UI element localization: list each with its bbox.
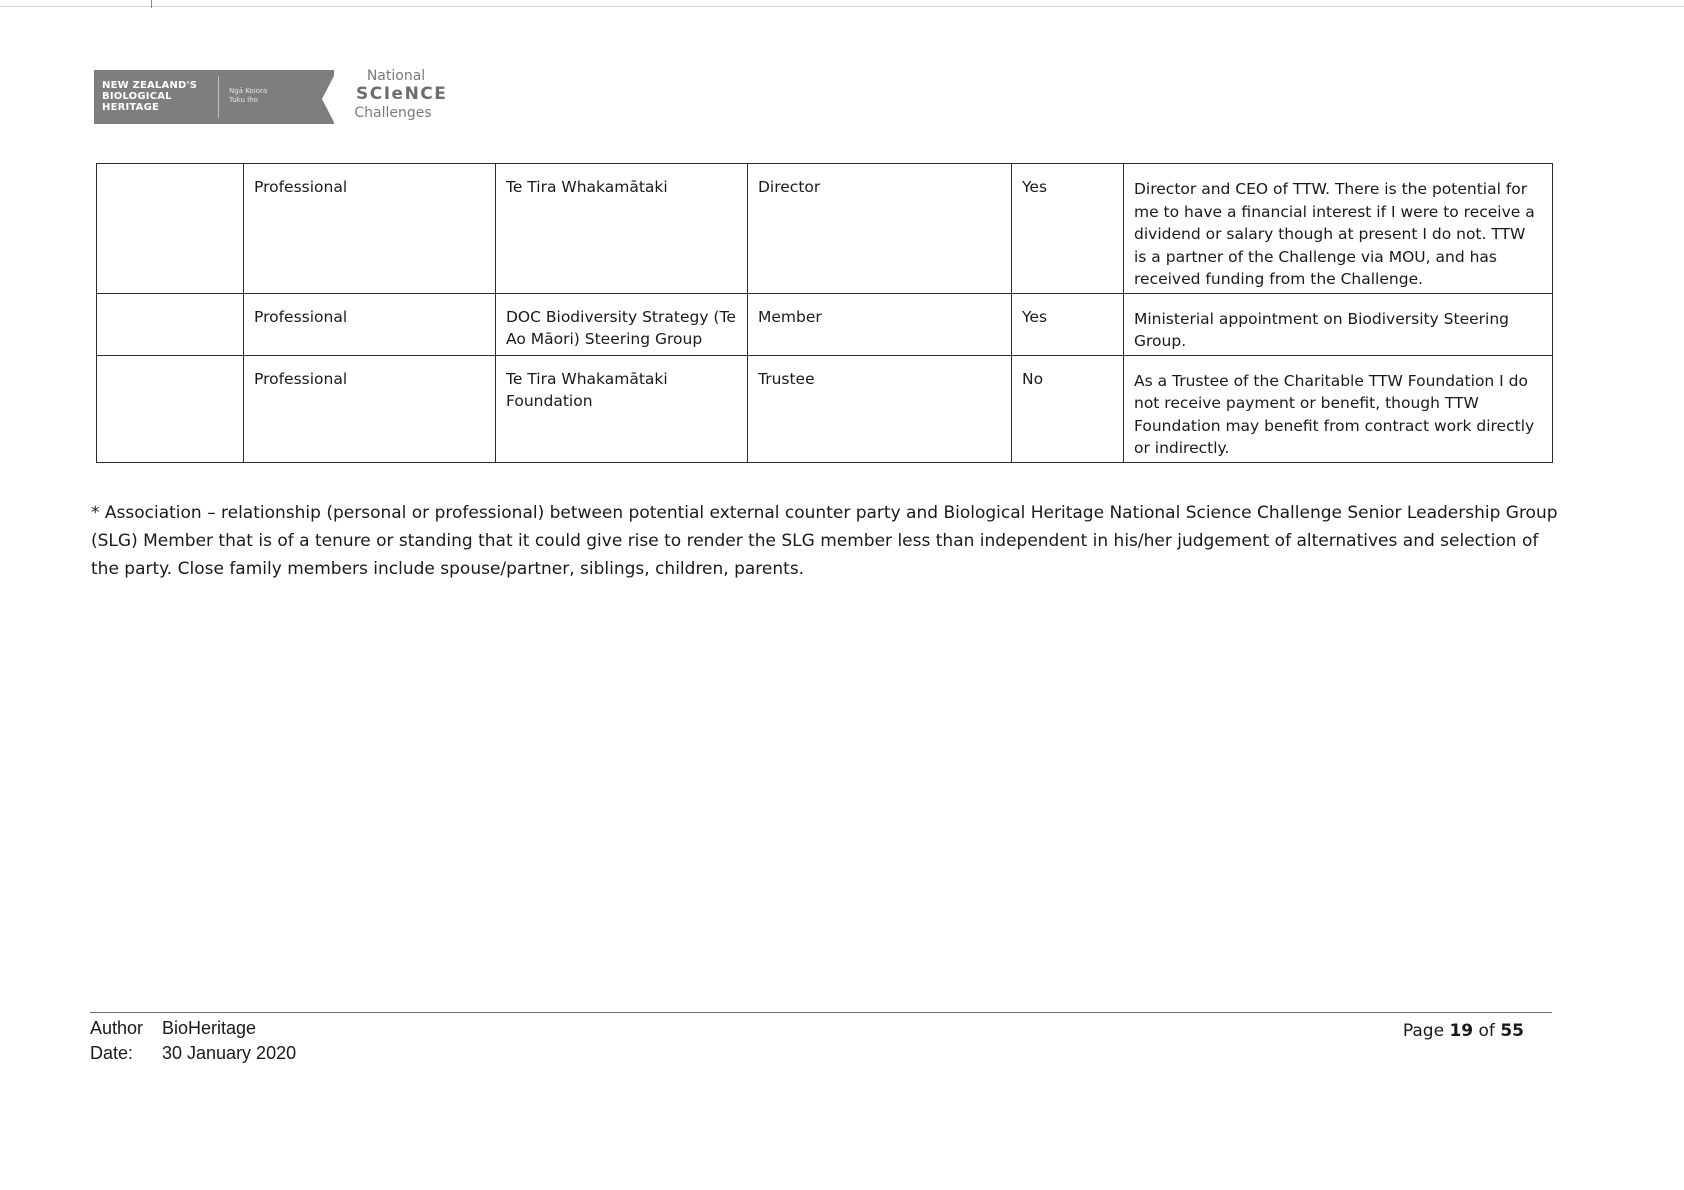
- cell-type: Professional: [244, 164, 496, 294]
- footer-date-value: 30 January 2020: [162, 1043, 297, 1063]
- top-scan-tick: [151, 0, 152, 8]
- nzbh-logo-line-2: BIOLOGICAL: [102, 91, 172, 102]
- footer-author-label: Author: [90, 1018, 144, 1038]
- nzbh-logo-text: [102, 80, 197, 113]
- logo-arrow-icon: [322, 72, 336, 126]
- nz-biological-heritage-logo: [94, 70, 334, 124]
- table-row: [97, 293, 1553, 355]
- cell-name: [97, 355, 244, 462]
- cell-organisation: Te Tira Whakamātaki: [496, 164, 748, 294]
- national-science-challenges-logo: [336, 68, 448, 128]
- footer-date-row: [90, 1041, 296, 1066]
- association-footnote: * Association – relationship (personal or professional) between potential external counter party and Biological Heritage National Science Challenge Senior Leadership Group (SLG) Member that is of a tenure or standing that it could give rise to render the SLG member less than independent in his/her judgement of alternatives and selection of the party. Close family members include spouse/partner, siblings, children, parents.: [91, 503, 1558, 579]
- page-number: [1403, 1021, 1524, 1041]
- page-current: 19: [1449, 1021, 1474, 1041]
- cell-type: Professional: [244, 293, 496, 355]
- logo-divider: [218, 76, 219, 118]
- interests-table: [96, 163, 1553, 463]
- cell-notes: Ministerial appointment on Biodiversity Steering Group.: [1124, 293, 1553, 355]
- nzbh-maori-line-2: Tuku Iho: [229, 96, 258, 104]
- cell-name: [97, 164, 244, 294]
- cell-role: Trustee: [748, 355, 1012, 462]
- cell-notes: Director and CEO of TTW. There is the potential for me to have a financial interest if I were to receive a dividend or salary though at present I do not. TTW is a partner of the Challenge via MOU, and has received funding from the Challenge.: [1124, 164, 1553, 294]
- footer-author-row: [90, 1016, 296, 1041]
- nzbh-maori-line-1: Ngā Koiora: [229, 87, 268, 95]
- page-of: of: [1478, 1021, 1495, 1041]
- cell-notes: As a Trustee of the Charitable TTW Foundation I do not receive payment or benefit, though TTW Foundation may benefit from contract work directly or indirectly.: [1124, 355, 1553, 462]
- top-scan-rule: [0, 6, 1684, 7]
- cell-role: Member: [748, 293, 1012, 355]
- nzbh-logo-line-1: NEW ZEALAND'S: [102, 80, 198, 91]
- cell-financial: Yes: [1012, 293, 1124, 355]
- table-row: [97, 164, 1553, 294]
- nzbh-logo-maori-text: [229, 87, 267, 105]
- footer-author-value: BioHeritage: [162, 1018, 257, 1038]
- nzbh-logo-line-3: HERITAGE: [102, 102, 160, 113]
- footer-rule: [90, 1012, 1552, 1013]
- footer-meta: [90, 1016, 296, 1066]
- nsc-logo-science: SCIeNCE: [356, 84, 448, 104]
- nsc-logo-challenges: Challenges: [354, 105, 432, 121]
- cell-organisation: Te Tira Whakamātaki Foundation: [496, 355, 748, 462]
- page-prefix: Page: [1402, 1021, 1445, 1041]
- cell-type: Professional: [244, 355, 496, 462]
- cell-role: Director: [748, 164, 1012, 294]
- cell-financial: Yes: [1012, 164, 1124, 294]
- header-logos: [94, 68, 448, 128]
- cell-financial: No: [1012, 355, 1124, 462]
- cell-organisation: DOC Biodiversity Strategy (Te Ao Māori) Steering Group: [496, 293, 748, 355]
- footer-date-label: Date:: [90, 1043, 134, 1063]
- page-total: 55: [1500, 1021, 1524, 1041]
- cell-name: [97, 293, 244, 355]
- nsc-logo-national: National: [366, 68, 426, 84]
- table-row: [97, 355, 1553, 462]
